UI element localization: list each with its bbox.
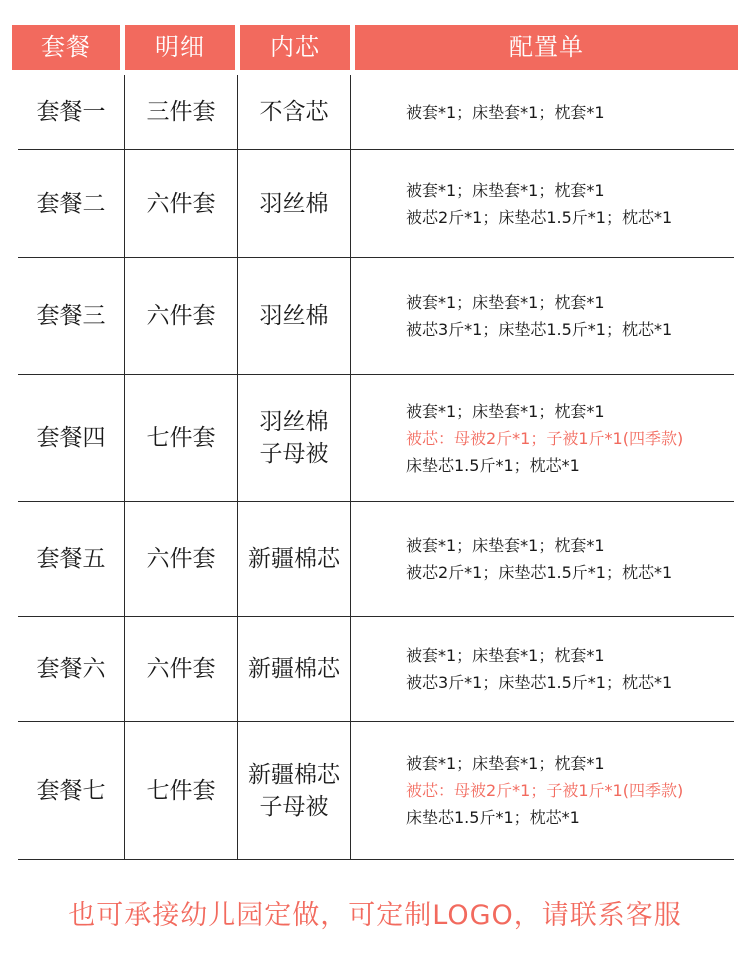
package-detail: 六件套 <box>146 546 216 572</box>
config-line: 被套*1；床垫套*1；枕套*1 <box>406 754 605 773</box>
package-core <box>238 617 350 721</box>
package-table <box>18 75 734 860</box>
config-line: 床垫芯1.5斤*1；枕芯*1 <box>406 808 580 827</box>
package-name: 套餐一 <box>36 99 106 125</box>
package-detail: 七件套 <box>146 777 216 804</box>
package-name: 套餐四 <box>36 425 106 451</box>
package-core <box>238 502 350 616</box>
table-row <box>18 150 734 258</box>
package-name: 套餐五 <box>36 546 106 572</box>
config-line: 被芯3斤*1；床垫芯1.5斤*1；枕芯*1 <box>406 673 673 692</box>
config-line: 被芯2斤*1；床垫芯1.5斤*1；枕芯*1 <box>406 207 673 227</box>
core-line: 新疆棉芯 <box>248 761 340 788</box>
table-row <box>18 722 734 860</box>
package-detail: 六件套 <box>146 303 216 329</box>
config-line-highlight: 被芯：母被2斤*1；子被1斤*1(四季款) <box>406 428 684 448</box>
package-core <box>238 75 350 149</box>
config-line: 被套*1；床垫套*1；枕套*1 <box>406 646 605 665</box>
package-config <box>351 617 734 721</box>
package-config <box>351 258 734 374</box>
core-line: 新疆棉芯 <box>248 656 340 682</box>
package-config <box>351 722 734 859</box>
package-core <box>238 722 350 859</box>
package-config <box>351 375 734 501</box>
core-line: 子母被 <box>259 441 329 467</box>
config-line: 被套*1；床垫套*1；枕套*1 <box>406 180 605 200</box>
config-line: 床垫芯1.5斤*1；枕芯*1 <box>406 455 580 475</box>
package-name: 套餐六 <box>36 656 106 682</box>
core-line: 不含芯 <box>259 99 329 125</box>
package-name: 套餐三 <box>36 303 106 329</box>
package-config <box>351 502 734 616</box>
footer-note: 也可承接幼儿园定做，可定制LOGO，请联系客服 <box>68 900 682 931</box>
table-header <box>12 25 738 70</box>
config-line: 被套*1；床垫套*1；枕套*1 <box>406 401 605 421</box>
header-package: 套餐 <box>12 25 120 70</box>
package-config <box>351 150 734 257</box>
core-line: 羽丝棉 <box>259 190 329 217</box>
package-config <box>351 75 734 149</box>
package-detail: 六件套 <box>146 190 216 217</box>
core-line: 羽丝棉 <box>259 409 329 435</box>
config-line: 被芯2斤*1；床垫芯1.5斤*1；枕芯*1 <box>406 563 673 582</box>
package-detail: 三件套 <box>146 99 216 125</box>
config-line: 被套*1；床垫套*1；枕套*1 <box>406 102 605 122</box>
table-row <box>18 75 734 150</box>
config-line: 被芯3斤*1；床垫芯1.5斤*1；枕芯*1 <box>406 320 673 339</box>
package-core <box>238 375 350 501</box>
header-config: 配置单 <box>355 25 738 70</box>
table-row <box>18 617 734 722</box>
package-name: 套餐七 <box>36 777 106 804</box>
config-line: 被套*1；床垫套*1；枕套*1 <box>406 536 605 555</box>
package-detail: 六件套 <box>146 656 216 682</box>
header-detail: 明细 <box>125 25 235 70</box>
table-row <box>18 258 734 375</box>
table-row <box>18 502 734 617</box>
config-line: 被套*1；床垫套*1；枕套*1 <box>406 293 605 312</box>
core-line: 子母被 <box>259 793 329 820</box>
config-line-highlight: 被芯：母被2斤*1；子被1斤*1(四季款) <box>406 781 684 800</box>
package-core <box>238 150 350 257</box>
core-line: 新疆棉芯 <box>248 546 340 572</box>
package-core <box>238 258 350 374</box>
core-line: 羽丝棉 <box>259 303 329 329</box>
package-detail: 七件套 <box>146 425 216 451</box>
table-row <box>18 375 734 502</box>
header-core: 内芯 <box>240 25 350 70</box>
package-name: 套餐二 <box>36 190 106 217</box>
